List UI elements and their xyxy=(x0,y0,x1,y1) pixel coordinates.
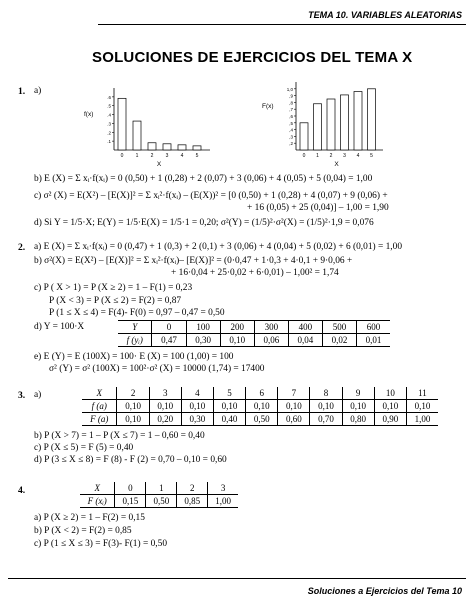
bar xyxy=(314,104,322,150)
table-cell: 9 xyxy=(342,387,374,400)
y-tick-label: ,4 xyxy=(289,127,293,133)
ex2-e1: e) E (Y) = E (100X) = 100· E (X) = 100 (1,00) = 100 xyxy=(34,352,234,362)
table-cell: 0,10 xyxy=(117,400,149,413)
x-tick-label: 1 xyxy=(316,153,319,159)
table-header: X xyxy=(82,387,117,400)
y-tick-label: 1,0 xyxy=(286,86,293,92)
footer-rule xyxy=(8,578,466,579)
table-cell: 0,10 xyxy=(220,334,254,347)
bar xyxy=(178,145,186,150)
table-cell: 0 xyxy=(115,482,146,495)
table-cell: 600 xyxy=(357,321,390,334)
table-header: f (yᵢ) xyxy=(118,334,152,347)
ex2-b-continued: + 16·0,04 + 25·0,02 + 6·0,01) – 1,00² = 1,74 xyxy=(171,268,339,278)
x-tick-label: 4 xyxy=(356,153,360,159)
x-axis-label: X xyxy=(334,161,339,168)
ex2-c2: P (X < 3) = P (X ≤ 2) = F(2) = 0,87 xyxy=(49,296,182,306)
table-cell: 0,10 xyxy=(310,400,342,413)
table-cell: 0,10 xyxy=(246,400,278,413)
table-cell: 0,70 xyxy=(310,413,342,426)
ex4-b: b) P (X < 2) = F(2) = 0,85 xyxy=(34,526,132,536)
x-tick-label: 0 xyxy=(302,153,306,159)
x-tick-label: 2 xyxy=(329,153,333,159)
header-rule xyxy=(98,24,466,25)
table-cell: 6 xyxy=(246,387,278,400)
table-cell: 0,15 xyxy=(115,495,146,508)
table-cell: 10 xyxy=(374,387,406,400)
y-tick-label: ,7 xyxy=(289,107,293,113)
y-tick-label: .1 xyxy=(107,139,111,145)
page-footer: Soluciones a Ejercicios del Tema 10 xyxy=(307,586,462,596)
table-header: F (xᵢ) xyxy=(80,495,115,508)
table-cell: 1 xyxy=(146,482,177,495)
y-tick-label: ,6 xyxy=(289,114,293,119)
x-tick-label: 5 xyxy=(195,153,199,159)
y-tick-label: ,3 xyxy=(289,134,293,140)
chart-distribution-function xyxy=(258,74,384,172)
page-title: SOLUCIONES DE EJERCICIOS DEL TEMA X xyxy=(92,49,413,66)
table-cell: 0,85 xyxy=(177,495,208,508)
table-cell: 500 xyxy=(322,321,356,334)
table-cell: 1,00 xyxy=(406,413,438,426)
bar xyxy=(163,144,171,150)
ex2-c3: P (1 ≤ X ≤ 4) = F(4)- F(0) = 0,97 – 0,47 = 0,50 xyxy=(49,308,225,318)
ex1-c-continued: + 16 (0,05) + 25 (0,04)] – 1,00 = 1,90 xyxy=(247,203,389,213)
ex3-c: c) P (X ≤ 5) = F (5) = 0,40 xyxy=(34,443,134,453)
table-cell: 0,10 xyxy=(342,400,374,413)
table-cell: 0,06 xyxy=(254,334,288,347)
y-tick-label: ,8 xyxy=(289,100,293,106)
table-cell: 0,10 xyxy=(213,400,245,413)
y-tick-label: .4 xyxy=(107,112,111,118)
ex4-a: a) P (X ≥ 2) = 1 – F(2) = 0,15 xyxy=(34,513,145,523)
ex3-table xyxy=(82,387,438,426)
table-cell: 0,47 xyxy=(152,334,186,347)
exercise-number-1: 1. xyxy=(18,86,26,97)
ex2-c1: c) P ( X > 1) = P (X ≥ 2) = 1 – F(1) = 0,23 xyxy=(34,283,193,293)
exercise-number-3: 3. xyxy=(18,390,26,401)
table-cell: 300 xyxy=(254,321,288,334)
ex1-b: b) E (X) = Σ xᵢ·f(xᵢ) = 0 (0,50) + 1 (0,28) + 2 (0,07) + 3 (0,06) + 4 (0,05) + 5 (0,04) = 1,00 xyxy=(34,174,373,184)
page-header: TEMA 10. VARIABLES ALEATORIAS xyxy=(308,10,462,20)
y-tick-label: ,5 xyxy=(289,120,293,126)
bar xyxy=(148,143,156,150)
exercise-number-4: 4. xyxy=(18,485,26,496)
y-tick-label: .5 xyxy=(107,103,111,109)
table-cell: 8 xyxy=(310,387,342,400)
table-header: f (a) xyxy=(82,400,117,413)
bar xyxy=(368,89,376,150)
table-cell: 0,40 xyxy=(213,413,245,426)
bar xyxy=(300,123,308,150)
table-cell: 0,01 xyxy=(357,334,390,347)
ex2-a: a) E (X) = Σ xᵢ·f(xᵢ) = 0 (0,47) + 1 (0,3) + 2 (0,1) + 3 (0,06) + 4 (0,04) + 5 (0,02) + 6 (0,01) = 1,00 xyxy=(34,242,403,252)
y-axis-label: F(x) xyxy=(262,103,274,110)
bar xyxy=(133,121,141,150)
bar xyxy=(341,95,349,150)
table-cell: 0,30 xyxy=(186,334,220,347)
x-tick-label: 2 xyxy=(150,153,154,159)
ex1-a-label: a) xyxy=(34,86,42,96)
x-axis-label: X xyxy=(156,161,162,168)
ex4-table xyxy=(80,482,238,508)
table-cell: 0,60 xyxy=(278,413,310,426)
ex3-d: d) P (3 ≤ X ≤ 8) = F (8) - F (2) = 0,70 – 0,10 = 0,60 xyxy=(34,455,227,465)
table-cell: 0,10 xyxy=(278,400,310,413)
table-cell: 3 xyxy=(149,387,181,400)
ex2-e2: σ² (Y) = σ² (100X) = 100²·σ² (X) = 10000 (1,74) = 17400 xyxy=(49,364,265,374)
x-tick-label: 0 xyxy=(120,153,124,159)
table-cell: 1,00 xyxy=(208,495,238,508)
bar xyxy=(327,99,335,150)
table-cell: 0,10 xyxy=(149,400,181,413)
y-tick-label: ,9 xyxy=(289,93,293,99)
table-cell: 4 xyxy=(181,387,213,400)
table-cell: 0,20 xyxy=(149,413,181,426)
table-cell: 0,10 xyxy=(181,400,213,413)
y-tick-label: .2 xyxy=(107,130,111,136)
y-tick-label: .6 xyxy=(107,94,111,100)
table-cell: 0,50 xyxy=(146,495,177,508)
table-cell: 0,90 xyxy=(374,413,406,426)
table-cell: 7 xyxy=(278,387,310,400)
table-cell: 0,80 xyxy=(342,413,374,426)
table-cell: 3 xyxy=(208,482,238,495)
bar xyxy=(193,146,201,150)
table-cell: 2 xyxy=(177,482,208,495)
x-tick-label: 4 xyxy=(180,153,184,159)
table-cell: 2 xyxy=(117,387,149,400)
y-tick-label: ,2 xyxy=(289,141,293,147)
table-cell: 100 xyxy=(186,321,220,334)
table-cell: 11 xyxy=(406,387,438,400)
ex2-b: b) σ²(X) = E(X²) – [E(X)]² = Σ xᵢ²·f(xᵢ)– [E(X)]² = (0·0,47 + 1·0,3 + 4·0,1 + 9·0,06 + xyxy=(34,256,353,266)
bar xyxy=(354,92,362,150)
table-cell: 5 xyxy=(213,387,245,400)
chart-probability-function xyxy=(76,80,222,172)
bar xyxy=(118,98,126,150)
exercise-number-2: 2. xyxy=(18,242,26,253)
table-cell: 0,10 xyxy=(374,400,406,413)
ex1-c: c) σ² (X) = E(X²) – [E(X)]² = Σ xᵢ²·f(xᵢ) – (E(X))² = [0 (0,50) + 1 (0,28) + 4 (0,07) + 9 (0,06) + xyxy=(34,191,388,201)
ex1-d: d) Si Y = 1/5·X; E(Y) = 1/5·E(X) = 1/5·1 = 0,20; σ²(Y) = (1/5)²·σ²(X) = (1/5)²·1,9 = 0,076 xyxy=(34,218,374,228)
x-tick-label: 3 xyxy=(343,153,346,159)
ex3-b: b) P (X > 7) = 1 – P (X ≤ 7) = 1 – 0,60 = 0,40 xyxy=(34,431,205,441)
table-cell: 0,02 xyxy=(322,334,356,347)
ex2-d-table xyxy=(118,320,390,347)
x-tick-label: 3 xyxy=(165,153,169,159)
table-header: F (a) xyxy=(82,413,117,426)
ex3-a-label: a) xyxy=(34,390,42,400)
table-cell: 0,50 xyxy=(246,413,278,426)
table-cell: 0,10 xyxy=(117,413,149,426)
table-header: X xyxy=(80,482,115,495)
table-cell: 0,30 xyxy=(181,413,213,426)
table-cell: 400 xyxy=(288,321,322,334)
table-cell: 0,10 xyxy=(406,400,438,413)
y-axis-label: f(x) xyxy=(84,111,94,118)
ex4-c: c) P (1 ≤ X ≤ 3) = F(3)- F(1) = 0,50 xyxy=(34,539,168,549)
y-tick-label: .3 xyxy=(107,121,111,127)
table-cell: 200 xyxy=(220,321,254,334)
table-cell: 0 xyxy=(152,321,186,334)
table-header: Y xyxy=(118,321,152,334)
table-cell: 0,04 xyxy=(288,334,322,347)
x-tick-label: 5 xyxy=(370,153,373,159)
ex2-d-label: d) Y = 100·X xyxy=(34,322,85,332)
x-tick-label: 1 xyxy=(135,153,139,159)
